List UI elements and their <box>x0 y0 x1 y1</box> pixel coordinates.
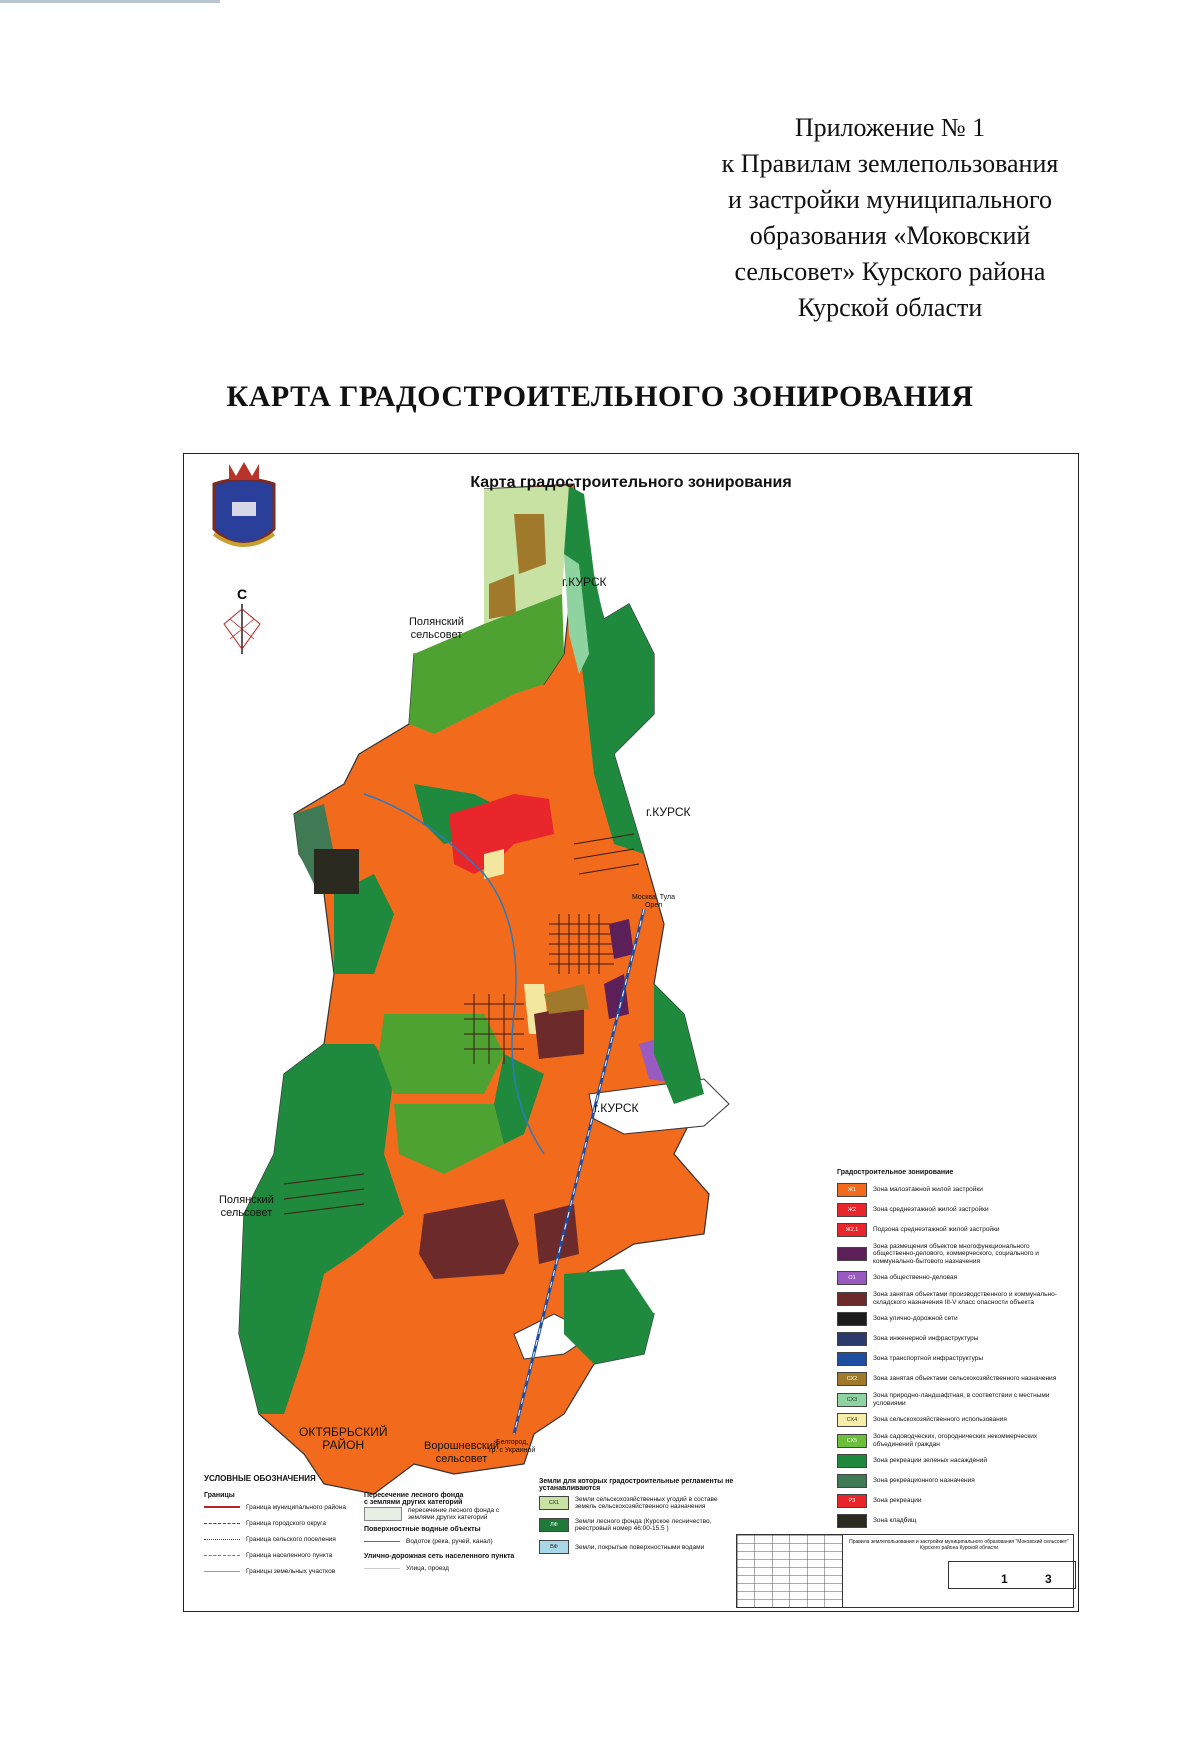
place-label <box>489 1439 535 1455</box>
sheet-cells <box>948 1561 1076 1589</box>
legend-item <box>837 1243 1072 1266</box>
legend-label: Зона кладбищ <box>873 1517 917 1525</box>
no-regulation-item <box>539 1514 739 1536</box>
no-regulation-label: Земли, покрытые поверхностными водами <box>575 1543 705 1551</box>
legend-swatch: Ж1 <box>837 1183 867 1197</box>
border-row <box>204 1499 354 1515</box>
legend-label: Зона рекреации зеленых насаждений <box>873 1457 987 1465</box>
appendix-line: Приложение № 1 <box>794 113 986 142</box>
place-label-line: Ворошневский <box>424 1440 500 1452</box>
border-row <box>204 1547 354 1563</box>
legend-title: Градостроительное зонирование <box>837 1169 954 1176</box>
border-label: Граница сельского поселения <box>246 1535 336 1543</box>
legend-swatch <box>837 1454 867 1468</box>
appendix-line: Курской области <box>797 293 983 322</box>
place-label-line: сельсовет <box>220 1207 273 1219</box>
border-line-icon <box>204 1555 240 1556</box>
no-regulation-rows <box>539 1492 739 1558</box>
legend-swatch: О1 <box>837 1271 867 1285</box>
place-label <box>424 1440 499 1466</box>
watercourse-line-icon <box>364 1541 400 1542</box>
place-label-line: сельсовет <box>435 1453 488 1465</box>
border-label: Граница муниципального района <box>246 1503 346 1511</box>
border-line-icon <box>204 1523 240 1524</box>
place-label-line: Полянский <box>219 1194 274 1206</box>
legend-label: Зона транспортной инфраструктуры <box>873 1355 984 1363</box>
legend-label: Зона среднеэтажной жилой застройки <box>873 1205 989 1213</box>
legend-swatch: СХ2 <box>837 1372 867 1386</box>
legend-label: Зона природно-ландшафтная, в соответствии с местными условиями <box>873 1392 1050 1407</box>
place-label: г.КУРСК <box>562 575 607 589</box>
place-label <box>632 894 675 910</box>
water-row <box>364 1533 524 1549</box>
legend-swatch <box>837 1352 867 1366</box>
forest-water-column <box>364 1488 524 1576</box>
border-label: Граница городского округа <box>246 1519 326 1527</box>
legend-swatch <box>837 1474 867 1488</box>
conventions-legend <box>204 1474 764 1575</box>
place-label-line: сельсовет <box>410 629 463 641</box>
legend-swatch: Ж2 <box>837 1203 867 1217</box>
legend-item <box>837 1474 1072 1488</box>
zoning-legend <box>837 1169 1072 1534</box>
street-title: Улично-дорожная сеть населенного пункта <box>364 1553 515 1560</box>
border-label: Граница населенного пункта <box>246 1551 333 1559</box>
appendix-header <box>640 110 1140 326</box>
legend-item <box>837 1271 1072 1285</box>
place-label-line: Полянский <box>409 616 464 628</box>
legend-label: Зона занятая объектами производственного и коммунально-складского назначения III-V класс опасности объекта <box>873 1291 1057 1306</box>
place-label <box>409 616 464 642</box>
appendix-line: к Правилам землепользования <box>721 149 1059 178</box>
legend-swatch: Р3 <box>837 1494 867 1508</box>
street-label: Улица, проезд <box>406 1564 449 1572</box>
border-label: Границы земельных участков <box>246 1567 336 1575</box>
border-row <box>204 1563 354 1579</box>
no-regulation-item <box>539 1536 739 1558</box>
no-regulation-label: Земли лесного фонда (Курское лесничество, реестровый номер 46:00-15.5 ) <box>575 1518 712 1532</box>
agriculture-zone <box>514 514 546 574</box>
map-title: Карта градостроительного зонирования <box>470 474 792 491</box>
legend-label: Зона инженерной инфраструктуры <box>873 1335 979 1343</box>
legend-swatch <box>837 1514 867 1528</box>
border-row <box>204 1531 354 1547</box>
appendix-line: образования «Моковский <box>749 221 1031 250</box>
legend-label: Зона размещения объектов многофункционального общественно-делового, коммерческого, социального и коммунально-бытового назначения <box>873 1242 1039 1265</box>
no-regulation-item <box>539 1492 739 1514</box>
title-block <box>736 1534 1074 1608</box>
place-label: г.КУРСК <box>594 1101 639 1115</box>
legend-swatch <box>837 1292 867 1306</box>
borders-column <box>204 1488 354 1579</box>
legend-item <box>837 1291 1072 1306</box>
borders-title: Границы <box>204 1492 235 1499</box>
legend-item <box>837 1352 1072 1366</box>
place-label-line: Орел <box>644 902 663 909</box>
legend-label: Зона рекреации <box>873 1497 922 1505</box>
appendix-line: сельсовет» Курского района <box>734 257 1046 286</box>
street-row <box>364 1560 524 1576</box>
water-label: Водоток (река, ручей, канал) <box>406 1537 493 1545</box>
legend-item <box>837 1312 1072 1326</box>
scan-edge-line <box>0 0 220 3</box>
border-row <box>204 1515 354 1531</box>
legend-item <box>837 1494 1072 1508</box>
legend-label: Зона рекреационного назначения <box>873 1477 975 1485</box>
no-regulation-label: Земли сельскохозяйственных угодий в составе земель сельскохозяйственного назначения <box>575 1496 718 1510</box>
title-block-grid <box>737 1535 842 1607</box>
no-regulation-swatch: ЛФ <box>539 1518 569 1532</box>
legend-label: Зона сельскохозяйственного использования <box>873 1416 1007 1424</box>
agriculture-zone <box>379 1014 504 1094</box>
legend-rows <box>837 1183 1072 1529</box>
legend-label: Зона садоводческих, огороднических некоммерческих объединений граждан <box>873 1433 1038 1448</box>
forest-title-line: с землями других категорий <box>364 1499 463 1506</box>
legend-swatch: СХ3 <box>837 1393 867 1407</box>
no-regulation-title: Земли для которых градостроительные регламенты не устанавливаются <box>539 1478 734 1492</box>
place-label: г.КУРСК <box>646 805 691 819</box>
forest-label: пересечение лесного фонда с землями других категорий <box>408 1507 500 1521</box>
place-label <box>299 1426 387 1452</box>
place-label-line: Белгород, <box>496 1439 529 1446</box>
place-label-line: РАЙОН <box>322 1438 365 1452</box>
sheet-number: 1 <box>1001 1572 1008 1586</box>
industrial-zone <box>534 1204 579 1264</box>
legend-item <box>837 1514 1072 1528</box>
pale-zone <box>484 849 504 879</box>
page-title: КАРТА ГРАДОСТРОИТЕЛЬНОГО ЗОНИРОВАНИЯ <box>226 380 974 413</box>
legend-label: Зона улично-дорожной сети <box>873 1315 958 1323</box>
legend-swatch <box>837 1332 867 1346</box>
forest-title <box>364 1492 524 1506</box>
place-label-line: Москва, Тула <box>632 894 675 901</box>
legend-swatch: Ж2.1 <box>837 1223 867 1237</box>
no-regulation-column <box>539 1474 739 1558</box>
compass-letter: С <box>237 586 248 602</box>
legend-item <box>837 1372 1072 1386</box>
legend-swatch <box>837 1312 867 1326</box>
legend-swatch: СХ4 <box>837 1413 867 1427</box>
place-label-line: гр. с Украиной <box>489 1447 536 1454</box>
conventions-title: УСЛОВНЫЕ ОБОЗНАЧЕНИЯ <box>204 1474 316 1483</box>
forest-row <box>364 1506 524 1522</box>
legend-item <box>837 1332 1072 1346</box>
place-label <box>219 1194 274 1220</box>
legend-label: Зона малоэтажной жилой застройки <box>873 1185 983 1193</box>
legend-label: Подзона среднеэтажной жилой застройки <box>873 1225 1000 1233</box>
legend-item <box>837 1223 1072 1237</box>
legend-item <box>837 1433 1072 1448</box>
north-arrow-icon <box>224 586 260 654</box>
title-block-description: Правила землепользования и застройки муниципального образования "Моковский сельсовет" Курского района Курской области <box>849 1539 1069 1551</box>
title-block-info <box>842 1535 1074 1607</box>
forest-swatch-icon <box>364 1507 402 1521</box>
cemetery-zone <box>314 849 359 894</box>
no-regulation-swatch: ВФ <box>539 1540 569 1554</box>
legend-item <box>837 1454 1072 1468</box>
water-title: Поверхностные водные объекты <box>364 1526 481 1533</box>
sheet-total: 3 <box>1045 1572 1052 1586</box>
legend-item <box>837 1183 1072 1197</box>
no-regulation-swatch: СХ1 <box>539 1496 569 1510</box>
border-line-icon <box>204 1571 240 1572</box>
appendix-line: и застройки муниципального <box>728 185 1052 214</box>
place-label-line: ОКТЯБРЬСКИЙ <box>299 1425 388 1439</box>
legend-item <box>837 1413 1072 1427</box>
border-line-icon <box>204 1539 240 1540</box>
zoning-map <box>183 453 1079 1612</box>
legend-label: Зона занятая объектами сельскохозяйственного назначения <box>873 1375 1057 1383</box>
legend-label: Зона общественно-деловая <box>873 1274 958 1282</box>
border-line-icon <box>204 1506 240 1508</box>
legend-item <box>837 1203 1072 1217</box>
forest-title-line: Пересечение лесного фонда <box>364 1492 464 1499</box>
legend-swatch: СХ5 <box>837 1434 867 1448</box>
street-line-icon <box>364 1568 400 1569</box>
legend-swatch <box>837 1247 867 1261</box>
legend-item <box>837 1392 1072 1407</box>
